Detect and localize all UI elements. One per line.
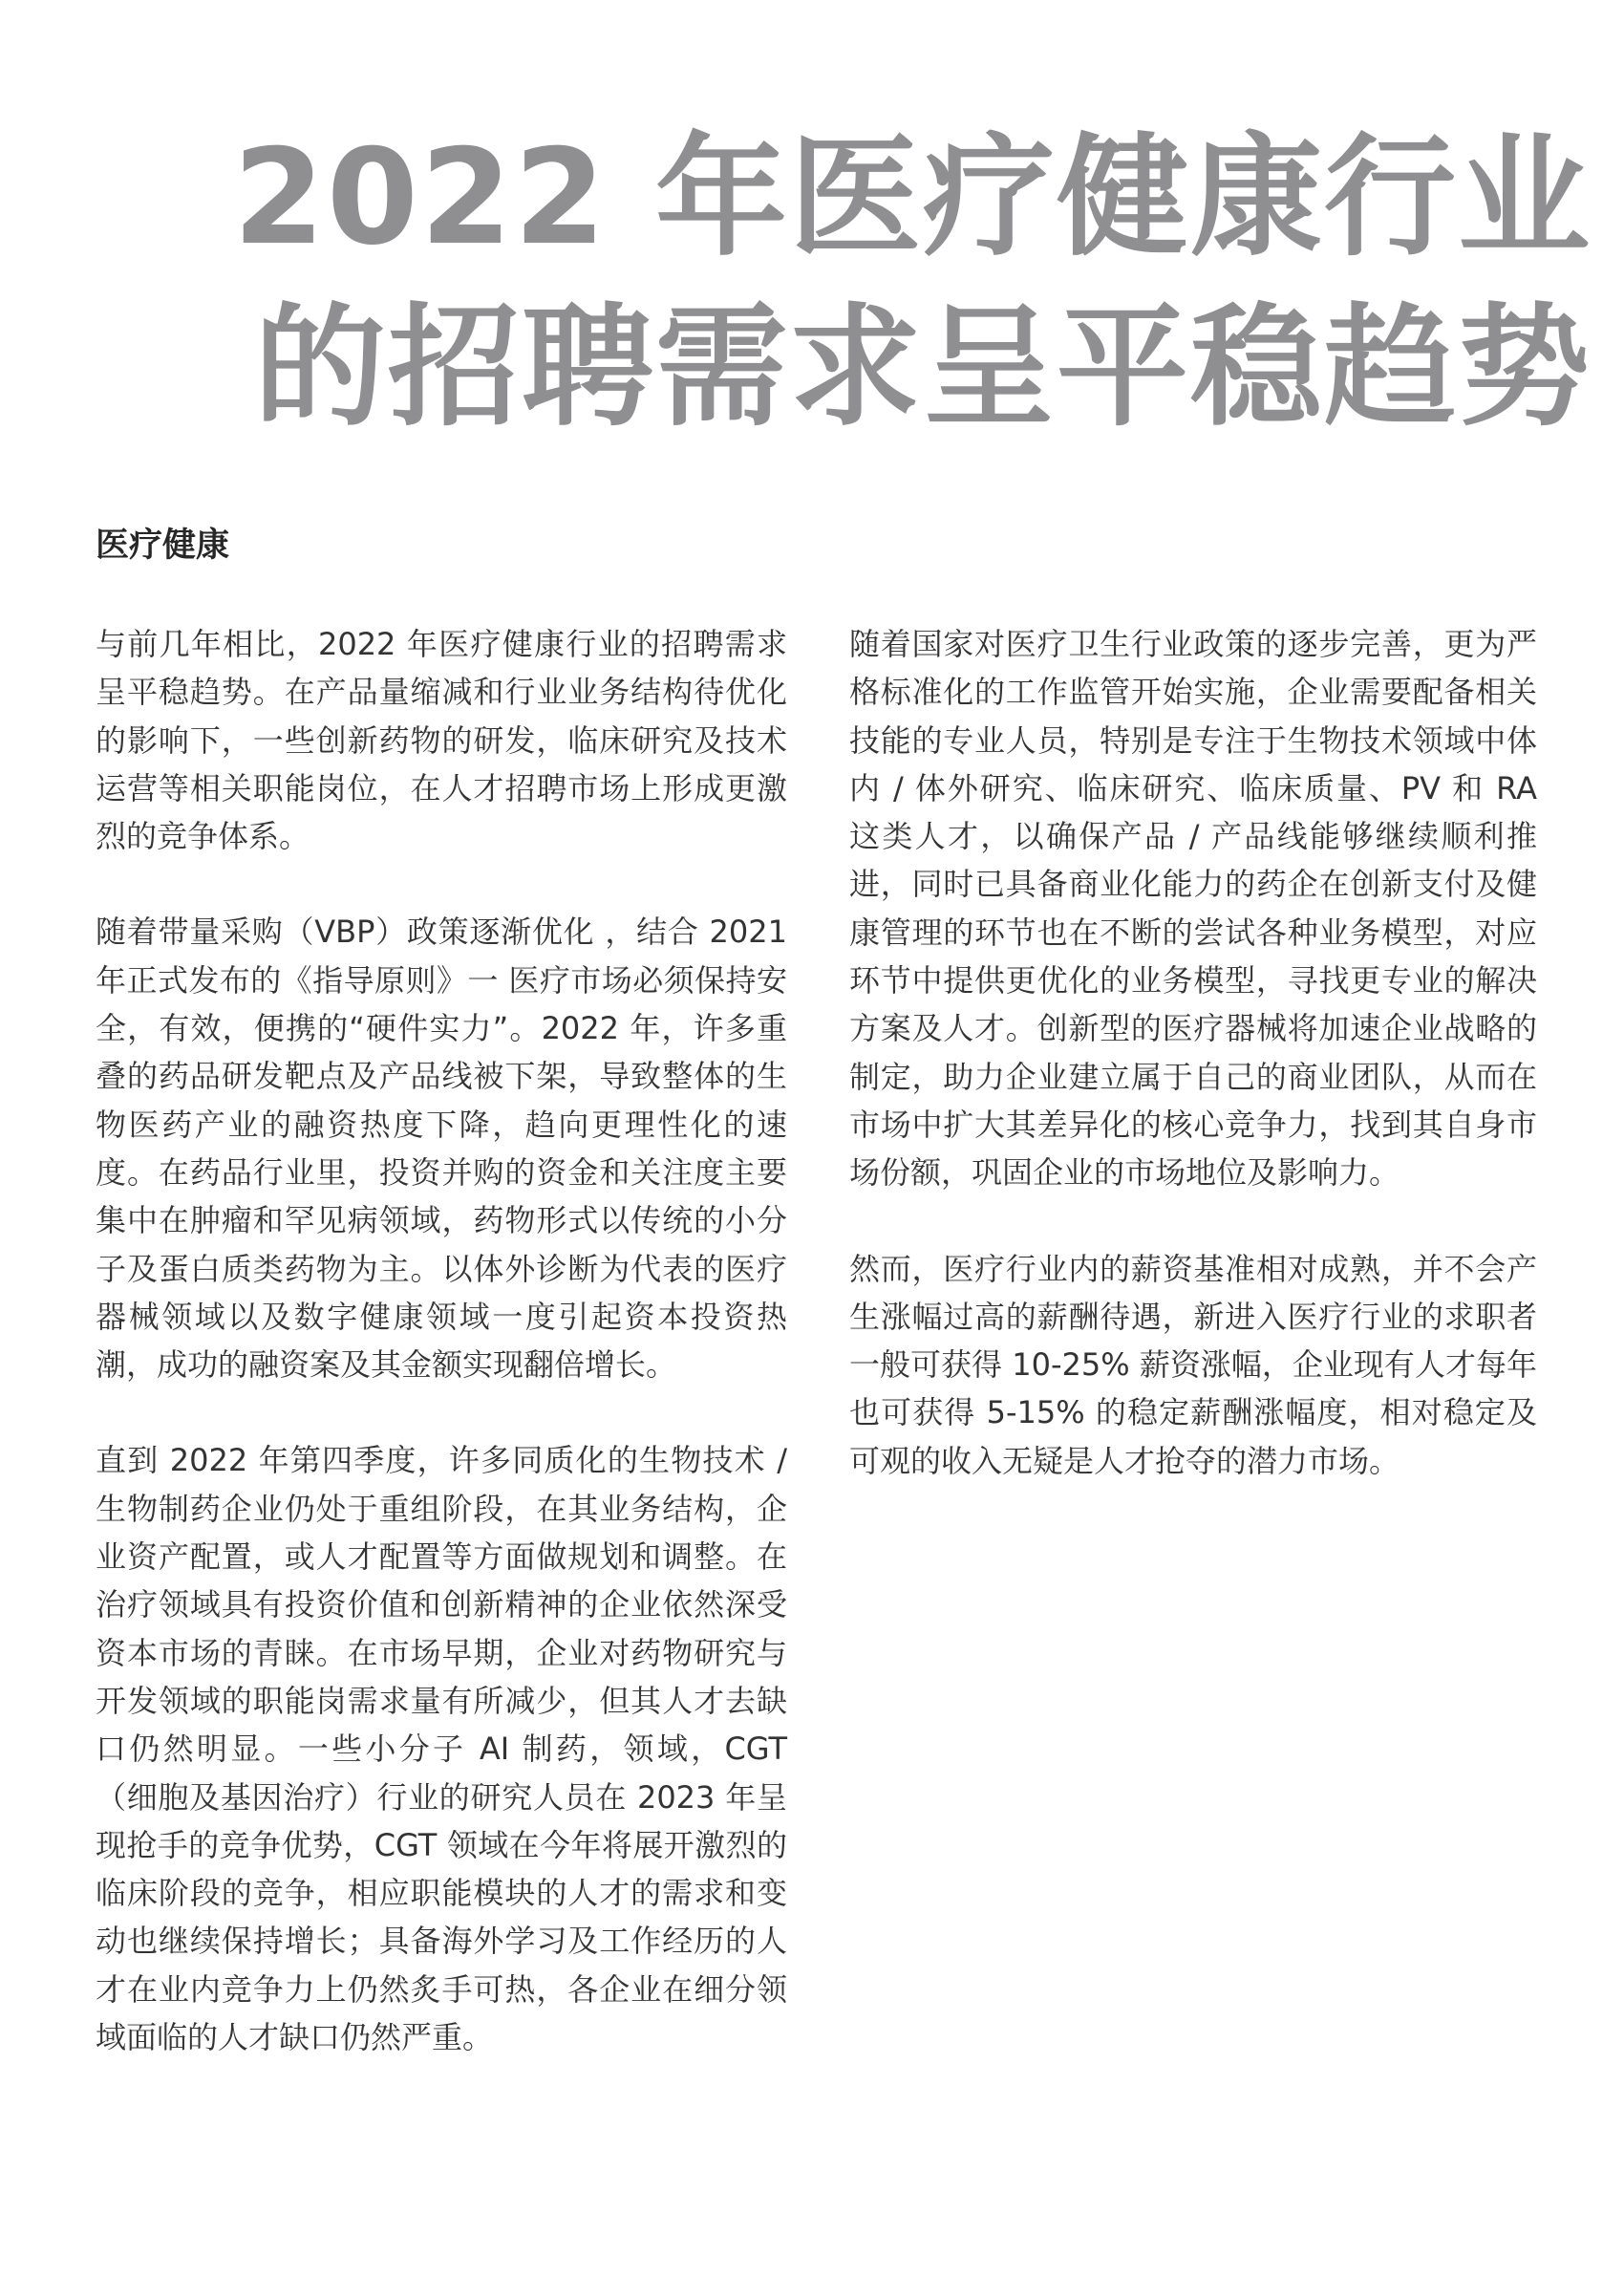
page-title xyxy=(0,113,1592,453)
body-paragraph: 随着带量采购（VBP）政策逐渐优化 ，结合 2021 年正式发布的《指导原则》一 医疗市场必须保持安全，有效，便携的“硬件实力”。2022 年，许多重叠的药品研发靶点及产品线被下架，导致整体的生物医药产业的融资热度下降，趋向更理性化的速度。在药品行业里，投资并购的资金和关注度主要集中在肿瘤和罕见病领域，药物形式以传统的小分子及蛋白质类药物为主。以体外诊断为代表的医疗器械领域以及数字健康领域一度引起资本投资热潮，成功的融资案及其金额实现翻倍增长。 xyxy=(96,914,787,1384)
page-title-line-2: 的招聘需求呈平稳趋势 xyxy=(253,290,1592,444)
body-paragraph: 直到 2022 年第四季度，许多同质化的生物技术 / 生物制药企业仍处于重组阶段，在其业务结构，企业资产配置，或人才配置等方面做规划和调整。在治疗领域具有投资价值和创新精神的企业依然深受资本市场的青睐。在市场早期，企业对药物研究与开发领域的职能岗需求量有所减少，但其人才去缺口仍然明显。一些小分子 AI 制药，领域，CGT（细胞及基因治疗）行业的研究人员在 2023 年呈现抢手的竞争优势，CGT 领域在今年将展开激烈的临床阶段的竞争，相应职能模块的人才的需求和变动也继续保持增长；具备海外学习及工作经历的人才在业内竞争力上仍然炙手可热，各企业在细分领域面临的人才缺口仍然严重。 xyxy=(96,1442,787,2056)
left-column xyxy=(96,620,787,2109)
body-paragraph: 与前几年相比，2022 年医疗健康行业的招聘需求呈平稳趋势。在产品量缩减和行业业务结构待优化的影响下，一些创新药物的研发，临床研究及技术运营等相关职能岗位，在人才招聘市场上形成更激烈的竞争体系。 xyxy=(96,626,787,855)
page-title-line-1: 2022 年医疗健康行业 xyxy=(232,120,1592,274)
right-column xyxy=(849,620,1537,1533)
body-paragraph: 随着国家对医疗卫生行业政策的逐步完善，更为严格标准化的工作监管开始实施，企业需要配备相关技能的专业人员，特别是专注于生物技术领域中体内 / 体外研究、临床研究、临床质量、PV 和 RA 这类人才，以确保产品 / 产品线能够继续顺利推进，同时已具备商业化能力的药企在创新支付及健康管理的环节也在不断的尝试各种业务模型，对应环节中提供更优化的业务模型，寻找更专业的解决方案及人才。创新型的医疗器械将加速企业战略的制定，助力企业建立属于自己的商业团队，从而在市场中扩大其差异化的核心竞争力，找到其自身市场份额，巩固企业的市场地位及影响力。 xyxy=(849,626,1537,1192)
section-heading: 医疗健康 xyxy=(96,527,230,565)
body-paragraph: 然而，医疗行业内的薪资基准相对成熟，并不会产生涨幅过高的薪酬待遇，新进入医疗行业的求职者一般可获得 10-25% 薪资涨幅，企业现有人才每年也可获得 5-15% 的稳定薪酬涨幅度，相对稳定及可观的收入无疑是人才抢夺的潜力市场。 xyxy=(849,1250,1537,1479)
